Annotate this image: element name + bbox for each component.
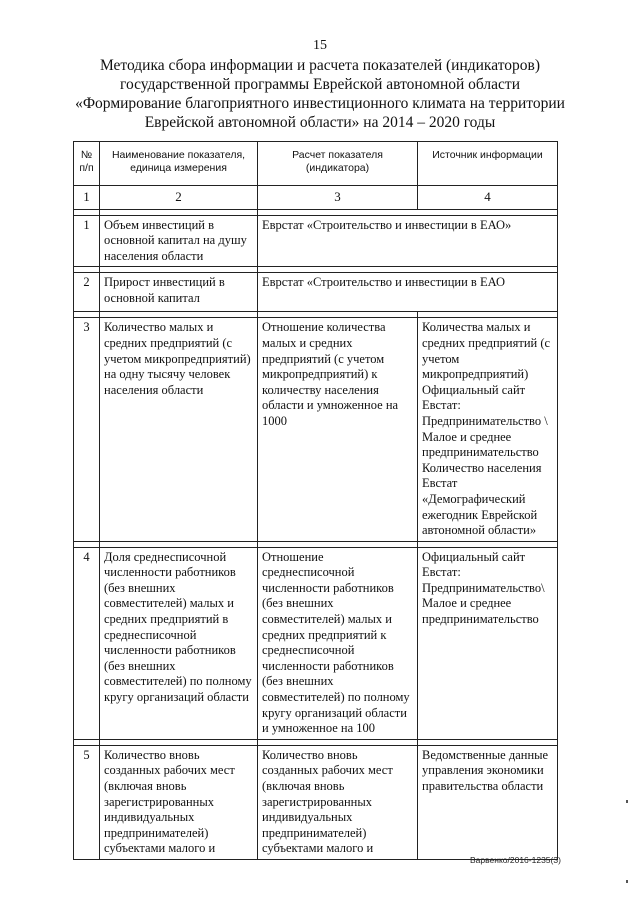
column-index: 2 (100, 186, 258, 210)
footer-document-code: Варвенко/2016-1235(3) (470, 855, 561, 865)
row-num: 5 (74, 745, 100, 859)
table-header-row (74, 142, 558, 186)
row-calc-source-merged: Еврстат «Строительство и инвестиции в ЕАО (258, 273, 558, 312)
row-calc: Отношение среднесписочной численности работников (без внешних совместителей) малых и средних предприятий к среднесписочной численности работников (без внешних совместителей) по полному кругу организаций области и умноженное на 100 (258, 547, 418, 739)
row-num: 1 (74, 215, 100, 267)
table-row (74, 547, 558, 739)
row-name: Количество вновь созданных рабочих мест (включая вновь зарегистрированных индивидуальных предпринимателей) субъектами малого и (100, 745, 258, 859)
page-number: 15 (313, 38, 327, 53)
title-line: Методика сбора информации и расчета показателей (индикаторов) (99, 57, 541, 74)
row-name: Объем инвестиций в основной капитал на душу населения области (100, 215, 258, 267)
row-num: 3 (74, 318, 100, 541)
indicators-table (73, 141, 558, 860)
table-row (74, 318, 558, 541)
table-row (74, 745, 558, 859)
table-row (74, 215, 558, 267)
header-calc: Расчет показателя (индикатора) (258, 142, 418, 186)
row-source: Ведомственные данные управления экономики правительства области (418, 745, 558, 859)
header-num: № п/п (74, 142, 100, 186)
title-line: государственной программы Еврейской автономной области (119, 76, 520, 93)
row-source: Количества малых и средних предприятий (с учетом микропредприятий) Официальный сайт Евстат: Предпринимательство \ Малое и среднее предпринимательство Количество населения Евстат «Демографический ежегодник Еврейской автономной области» (418, 318, 558, 541)
column-index: 1 (74, 186, 100, 210)
row-name: Прирост инвестиций в основной капитал (100, 273, 258, 312)
title-line: «Формирование благоприятного инвестиционного климата на территории (75, 95, 565, 112)
row-source: Официальный сайт Евстат: Предпринимательство\ Малое и среднее предпринимательство (418, 547, 558, 739)
row-calc: Количество вновь созданных рабочих мест (включая вновь зарегистрированных индивидуальных предпринимателей) субъектами малого и (258, 745, 418, 859)
column-index-row (74, 186, 558, 210)
table-row (74, 273, 558, 312)
scan-edge-mark (626, 880, 628, 883)
row-calc: Отношение количества малых и средних предприятий (с учетом микропредприятий) к количеству населения области и умноженное на 1000 (258, 318, 418, 541)
column-index: 3 (258, 186, 418, 210)
row-num: 2 (74, 273, 100, 312)
title-line: Еврейской автономной области» на 2014 – 2020 годы (144, 114, 496, 131)
scan-edge-mark (626, 800, 628, 803)
row-name: Количество малых и средних предприятий (с учетом микропредприятий) на одну тысячу человек населения области (100, 318, 258, 541)
row-num: 4 (74, 547, 100, 739)
row-calc-source-merged: Еврстат «Строительство и инвестиции в ЕАО» (258, 215, 558, 267)
header-name: Наименование показателя, единица измерения (100, 142, 258, 186)
document-title (60, 56, 580, 132)
header-source: Источник информации (418, 142, 558, 186)
row-name: Доля среднесписочной численности работников (без внешних совместителей) малых и средних предприятий в среднесписочной численности работников (без внешних совместителей) по полному кругу организаций области (100, 547, 258, 739)
column-index: 4 (418, 186, 558, 210)
